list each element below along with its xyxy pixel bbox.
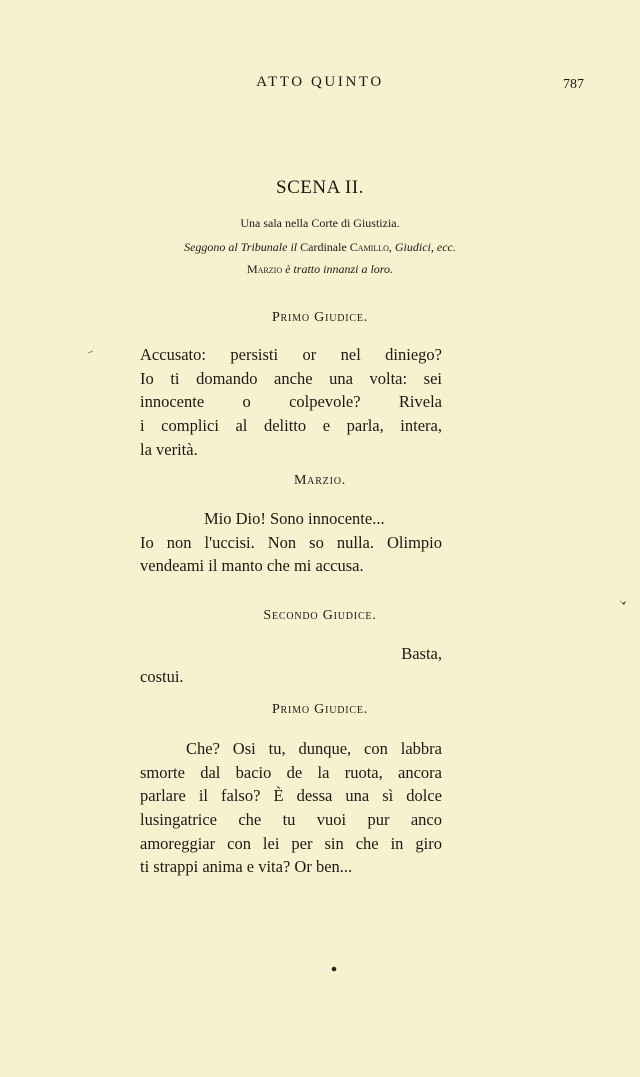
verse-line: smorte dal bacio de la ruota, ancora	[140, 762, 442, 782]
stage-direction-text: è tratto innanzi a loro.	[285, 262, 394, 276]
verse-line: Che? Osi tu, dunque, con labbra	[186, 739, 442, 758]
verse-line: Io ti domando anche una volta: sei	[140, 368, 442, 388]
verse-line: amoreggiar con lei per sin che in giro	[140, 833, 442, 853]
speaker-label: Primo Giudice.	[271, 310, 369, 325]
verse-line: vendeami il manto che mi accusa.	[140, 556, 364, 576]
ink-speck	[619, 600, 626, 605]
character-name: Marzio	[246, 262, 283, 276]
margin-mark	[88, 351, 93, 353]
verse-line: lusingatrice che tu vuoi pur anco	[140, 810, 442, 830]
ink-dot	[332, 967, 337, 972]
verse-line: innocente o colpevole? Rivela	[140, 392, 442, 412]
speaker-label: Secondo Giudice.	[263, 608, 377, 623]
running-head-title: ATTO QUINTO	[256, 74, 384, 90]
verse-line: ti strappi anima e vita? Or ben...	[140, 857, 353, 877]
stage-direction-text: Seggono al Tribunale il	[184, 240, 298, 254]
stage-direction-setting: Una sala nella Corte di Giustizia.	[240, 216, 400, 230]
verse-line: costui.	[140, 667, 184, 686]
verse-line: Io non l'uccisi. Non so nulla. Olimpio	[140, 532, 442, 552]
character-name: Camillo,	[349, 240, 392, 254]
stage-direction-text: Cardinale	[300, 240, 347, 254]
speaker-label: Primo Giudice.	[271, 702, 369, 717]
speaker-label: Marzio.	[293, 473, 347, 488]
verse-line: parlare il falso? È dessa una sì dolce	[140, 786, 442, 806]
verse-line: Mio Dio! Sono innocente...	[204, 509, 385, 528]
scene-title: SCENA II.	[276, 177, 364, 198]
stage-direction-text: Giudici, ecc.	[394, 240, 456, 254]
verse-line: la verità.	[140, 439, 198, 459]
verse-line: Accusato: persisti or nel diniego?	[140, 345, 442, 364]
page-number: 787	[563, 77, 584, 92]
verse-line: Basta,	[401, 644, 442, 663]
verse-line: i complici al delitto e parla, intera,	[140, 416, 442, 436]
